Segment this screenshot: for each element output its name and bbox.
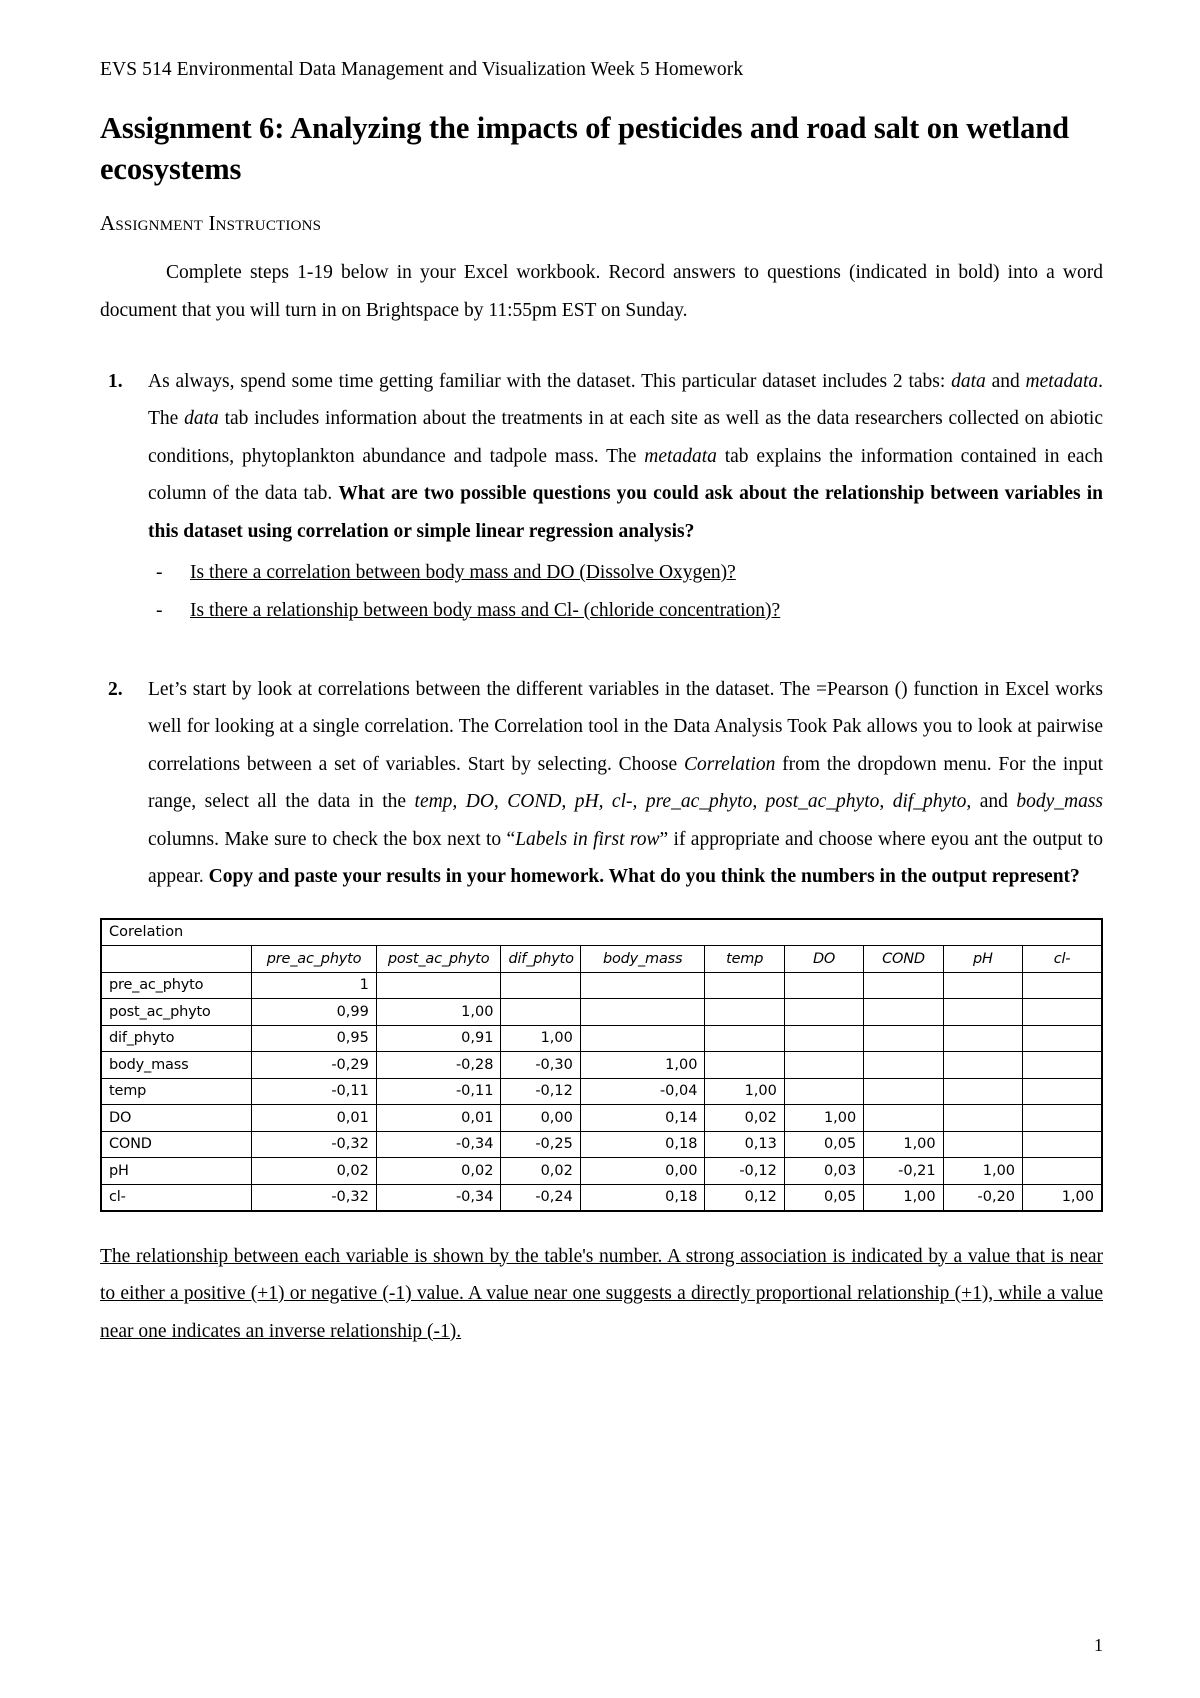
table-cell: -0,21 bbox=[864, 1158, 943, 1185]
answer-text: Is there a correlation between body mass and DO (Dissolve Oxygen)? bbox=[190, 562, 736, 584]
table-row bbox=[101, 1025, 1102, 1052]
table-cell: -0,34 bbox=[376, 1184, 501, 1211]
correlation-table-body bbox=[101, 919, 1102, 1211]
table-row-label: body_mass bbox=[101, 1052, 252, 1079]
table-cell: -0,32 bbox=[252, 1131, 377, 1158]
table-cell bbox=[1023, 1078, 1102, 1105]
table-header-cell: cl- bbox=[1023, 946, 1102, 973]
table-header-corner bbox=[101, 946, 252, 973]
step-text bbox=[148, 363, 1103, 550]
step-item-2 bbox=[100, 671, 1103, 896]
steps-list bbox=[100, 363, 1103, 896]
table-cell: 1,00 bbox=[501, 1025, 580, 1052]
table-cell: -0,29 bbox=[252, 1052, 377, 1079]
table-header-cell: body_mass bbox=[580, 946, 705, 973]
table-cell bbox=[1023, 999, 1102, 1026]
page-number: 1 bbox=[1094, 1635, 1103, 1655]
table-header-row bbox=[101, 946, 1102, 973]
list-item bbox=[148, 554, 1103, 591]
table-cell: 0,91 bbox=[376, 1025, 501, 1052]
text-run: columns. Make sure to check the box next to “ bbox=[148, 828, 516, 850]
table-row-label: COND bbox=[101, 1131, 252, 1158]
table-cell bbox=[1023, 1158, 1102, 1185]
table-cell bbox=[784, 999, 863, 1026]
table-cell: -0,28 bbox=[376, 1052, 501, 1079]
table-row-label: pH bbox=[101, 1158, 252, 1185]
text-run: tab explains the information contained in each column of the data tab. bbox=[148, 445, 1103, 505]
table-cell bbox=[864, 1078, 943, 1105]
intro-paragraph: Complete steps 1-19 below in your Excel workbook. Record answers to questions (indicated in bold) into a word document that you will turn in on Brightspace by 11:55pm EST on Sunday. bbox=[100, 262, 1103, 321]
table-cell bbox=[705, 1025, 784, 1052]
bullet-dash: - bbox=[156, 599, 163, 621]
text-run: As always, spend some time getting familiar with the dataset. This particular dataset includes 2 tabs: bbox=[148, 370, 952, 392]
table-cell: 1,00 bbox=[943, 1158, 1022, 1185]
text-run: metadata bbox=[1025, 370, 1099, 392]
table-cell bbox=[705, 972, 784, 999]
table-row bbox=[101, 1105, 1102, 1132]
table-cell bbox=[580, 972, 705, 999]
table-cell: 0,01 bbox=[252, 1105, 377, 1132]
table-cell bbox=[943, 1105, 1022, 1132]
table-cell bbox=[1023, 972, 1102, 999]
table-cell: 1,00 bbox=[705, 1078, 784, 1105]
table-row-label: cl- bbox=[101, 1184, 252, 1211]
table-row bbox=[101, 1158, 1102, 1185]
table-cell: -0,30 bbox=[501, 1052, 580, 1079]
table-cell: -0,25 bbox=[501, 1131, 580, 1158]
table-cell bbox=[864, 1025, 943, 1052]
table-cell: 0,02 bbox=[252, 1158, 377, 1185]
table-cell: 0,14 bbox=[580, 1105, 705, 1132]
correlation-table-wrapper bbox=[100, 918, 1103, 1212]
table-cell: -0,32 bbox=[252, 1184, 377, 1211]
table-cell bbox=[376, 972, 501, 999]
table-header-cell: post_ac_phyto bbox=[376, 946, 501, 973]
table-row bbox=[101, 999, 1102, 1026]
text-run: body_mass bbox=[1016, 791, 1103, 813]
table-cell: -0,04 bbox=[580, 1078, 705, 1105]
text-run: and bbox=[985, 370, 1026, 392]
table-cell: 0,13 bbox=[705, 1131, 784, 1158]
table-cell: 0,95 bbox=[252, 1025, 377, 1052]
table-header-cell: dif_phyto bbox=[501, 946, 580, 973]
table-row-label: dif_phyto bbox=[101, 1025, 252, 1052]
answer-list-1 bbox=[148, 554, 1103, 629]
text-run: ” if appropriate and choose where eyou ant the output to appear. bbox=[148, 828, 1103, 888]
table-cell: -0,11 bbox=[376, 1078, 501, 1105]
table-cell: -0,12 bbox=[705, 1158, 784, 1185]
table-cell: -0,12 bbox=[501, 1078, 580, 1105]
table-row-label: temp bbox=[101, 1078, 252, 1105]
table-header-cell: DO bbox=[784, 946, 863, 973]
table-cell: -0,20 bbox=[943, 1184, 1022, 1211]
closing-answer: The relationship between each variable is shown by the table's number. A strong association is indicated by a value that is near to either a positive (+1) or negative (-1) value. A value near one suggests a directly proportional relationship (+1), while a value near one indicates an inverse relationship (-1). bbox=[100, 1245, 1103, 1342]
table-cell: 0,00 bbox=[580, 1158, 705, 1185]
table-cell bbox=[784, 972, 863, 999]
step-text bbox=[148, 671, 1103, 896]
table-row bbox=[101, 972, 1102, 999]
table-cell: 0,05 bbox=[784, 1184, 863, 1211]
table-cell: 0,05 bbox=[784, 1131, 863, 1158]
text-run: Correlation bbox=[683, 753, 776, 775]
table-cell: -0,34 bbox=[376, 1131, 501, 1158]
list-item bbox=[148, 592, 1103, 629]
table-cell: 0,18 bbox=[580, 1184, 705, 1211]
table-cell bbox=[864, 972, 943, 999]
correlation-table bbox=[100, 918, 1103, 1212]
table-cell bbox=[705, 1052, 784, 1079]
table-cell: 1,00 bbox=[784, 1105, 863, 1132]
step-item-1 bbox=[100, 363, 1103, 629]
text-run: Labels in first row bbox=[515, 828, 660, 850]
step-number: 2. bbox=[108, 679, 123, 700]
step-number: 1. bbox=[108, 370, 123, 392]
table-cell: 1,00 bbox=[1023, 1184, 1102, 1211]
text-run: temp, DO, COND, pH, cl-, pre_ac_phyto, post_ac_phyto, dif_phyto bbox=[414, 791, 967, 813]
table-cell bbox=[1023, 1131, 1102, 1158]
answer-text: Is there a relationship between body mass and Cl- (chloride concentration)? bbox=[190, 599, 781, 621]
table-header-cell: COND bbox=[864, 946, 943, 973]
table-cell bbox=[943, 1052, 1022, 1079]
table-cell bbox=[501, 972, 580, 999]
table-row-label: pre_ac_phyto bbox=[101, 972, 252, 999]
text-run: Copy and paste your results in your homework. What do you think the numbers in the output represent? bbox=[208, 866, 1080, 888]
table-header-cell: pre_ac_phyto bbox=[252, 946, 377, 973]
table-header-cell: temp bbox=[705, 946, 784, 973]
paragraph-spacer bbox=[100, 635, 1103, 671]
table-row-label: post_ac_phyto bbox=[101, 999, 252, 1026]
table-cell bbox=[501, 999, 580, 1026]
table-cell: 0,02 bbox=[705, 1105, 784, 1132]
table-caption: Corelation bbox=[101, 919, 1102, 946]
table-row bbox=[101, 1184, 1102, 1211]
text-run: , and bbox=[966, 791, 1017, 813]
table-cell: 0,12 bbox=[705, 1184, 784, 1211]
table-row bbox=[101, 1078, 1102, 1105]
table-cell: 0,01 bbox=[376, 1105, 501, 1132]
table-cell bbox=[864, 999, 943, 1026]
table-cell bbox=[784, 1052, 863, 1079]
text-run: tab includes information about the treatments in at each site as well as the data researchers collected on abiotic conditions, phytoplankton abundance and tadpole mass. The bbox=[148, 408, 1103, 467]
table-cell: 0,02 bbox=[501, 1158, 580, 1185]
table-cell bbox=[1023, 1025, 1102, 1052]
table-cell: 1 bbox=[252, 972, 377, 999]
table-cell: 0,00 bbox=[501, 1105, 580, 1132]
table-cell bbox=[705, 999, 784, 1026]
table-cell: 1,00 bbox=[580, 1052, 705, 1079]
table-cell bbox=[943, 1131, 1022, 1158]
table-row bbox=[101, 1052, 1102, 1079]
text-run: from the dropdown menu. For the input range, select all the data in the bbox=[148, 753, 1104, 813]
table-cell: 1,00 bbox=[376, 999, 501, 1026]
text-run: What are two possible questions you could ask about the relationship between variables in this dataset using correlation or simple linear regression analysis? bbox=[148, 483, 1103, 542]
table-cell: 1,00 bbox=[864, 1131, 943, 1158]
table-cell bbox=[943, 999, 1022, 1026]
table-cell: -0,24 bbox=[501, 1184, 580, 1211]
page-title: Assignment 6: Analyzing the impacts of pesticides and road salt on wetland ecosystems bbox=[100, 111, 1069, 186]
table-cell bbox=[1023, 1105, 1102, 1132]
table-cell bbox=[943, 972, 1022, 999]
table-cell: 1,00 bbox=[864, 1184, 943, 1211]
table-cell bbox=[784, 1078, 863, 1105]
table-row bbox=[101, 1131, 1102, 1158]
table-cell bbox=[864, 1052, 943, 1079]
table-cell bbox=[784, 1025, 863, 1052]
table-cell: -0,11 bbox=[252, 1078, 377, 1105]
text-run: data bbox=[951, 370, 986, 392]
table-cell bbox=[580, 1025, 705, 1052]
text-run: Let’s start by look at correlations between the different variables in the dataset. The =Pearson () function in Excel works well for looking at a single correlation. The Correlation tool in the Data Analysis Took Pak allows you to look at pairwise correlations between a set of variables. Start by selecting. Choose bbox=[148, 679, 1103, 775]
text-run: data bbox=[184, 408, 219, 430]
table-row-label: DO bbox=[101, 1105, 252, 1132]
bullet-dash: - bbox=[156, 562, 163, 584]
table-cell bbox=[943, 1078, 1022, 1105]
text-run: . The bbox=[148, 370, 1103, 430]
table-cell: 0,02 bbox=[376, 1158, 501, 1185]
table-header-cell: pH bbox=[943, 946, 1022, 973]
table-cell bbox=[943, 1025, 1022, 1052]
table-cell bbox=[1023, 1052, 1102, 1079]
table-cell: 0,99 bbox=[252, 999, 377, 1026]
table-caption-row bbox=[101, 919, 1102, 946]
table-cell: 0,18 bbox=[580, 1131, 705, 1158]
section-heading: Assignment Instructions bbox=[100, 210, 322, 235]
running-header: EVS 514 Environmental Data Management and Visualization Week 5 Homework bbox=[100, 59, 744, 80]
text-run: metadata bbox=[644, 445, 717, 467]
table-cell bbox=[864, 1105, 943, 1132]
table-cell bbox=[580, 999, 705, 1026]
table-cell: 0,03 bbox=[784, 1158, 863, 1185]
